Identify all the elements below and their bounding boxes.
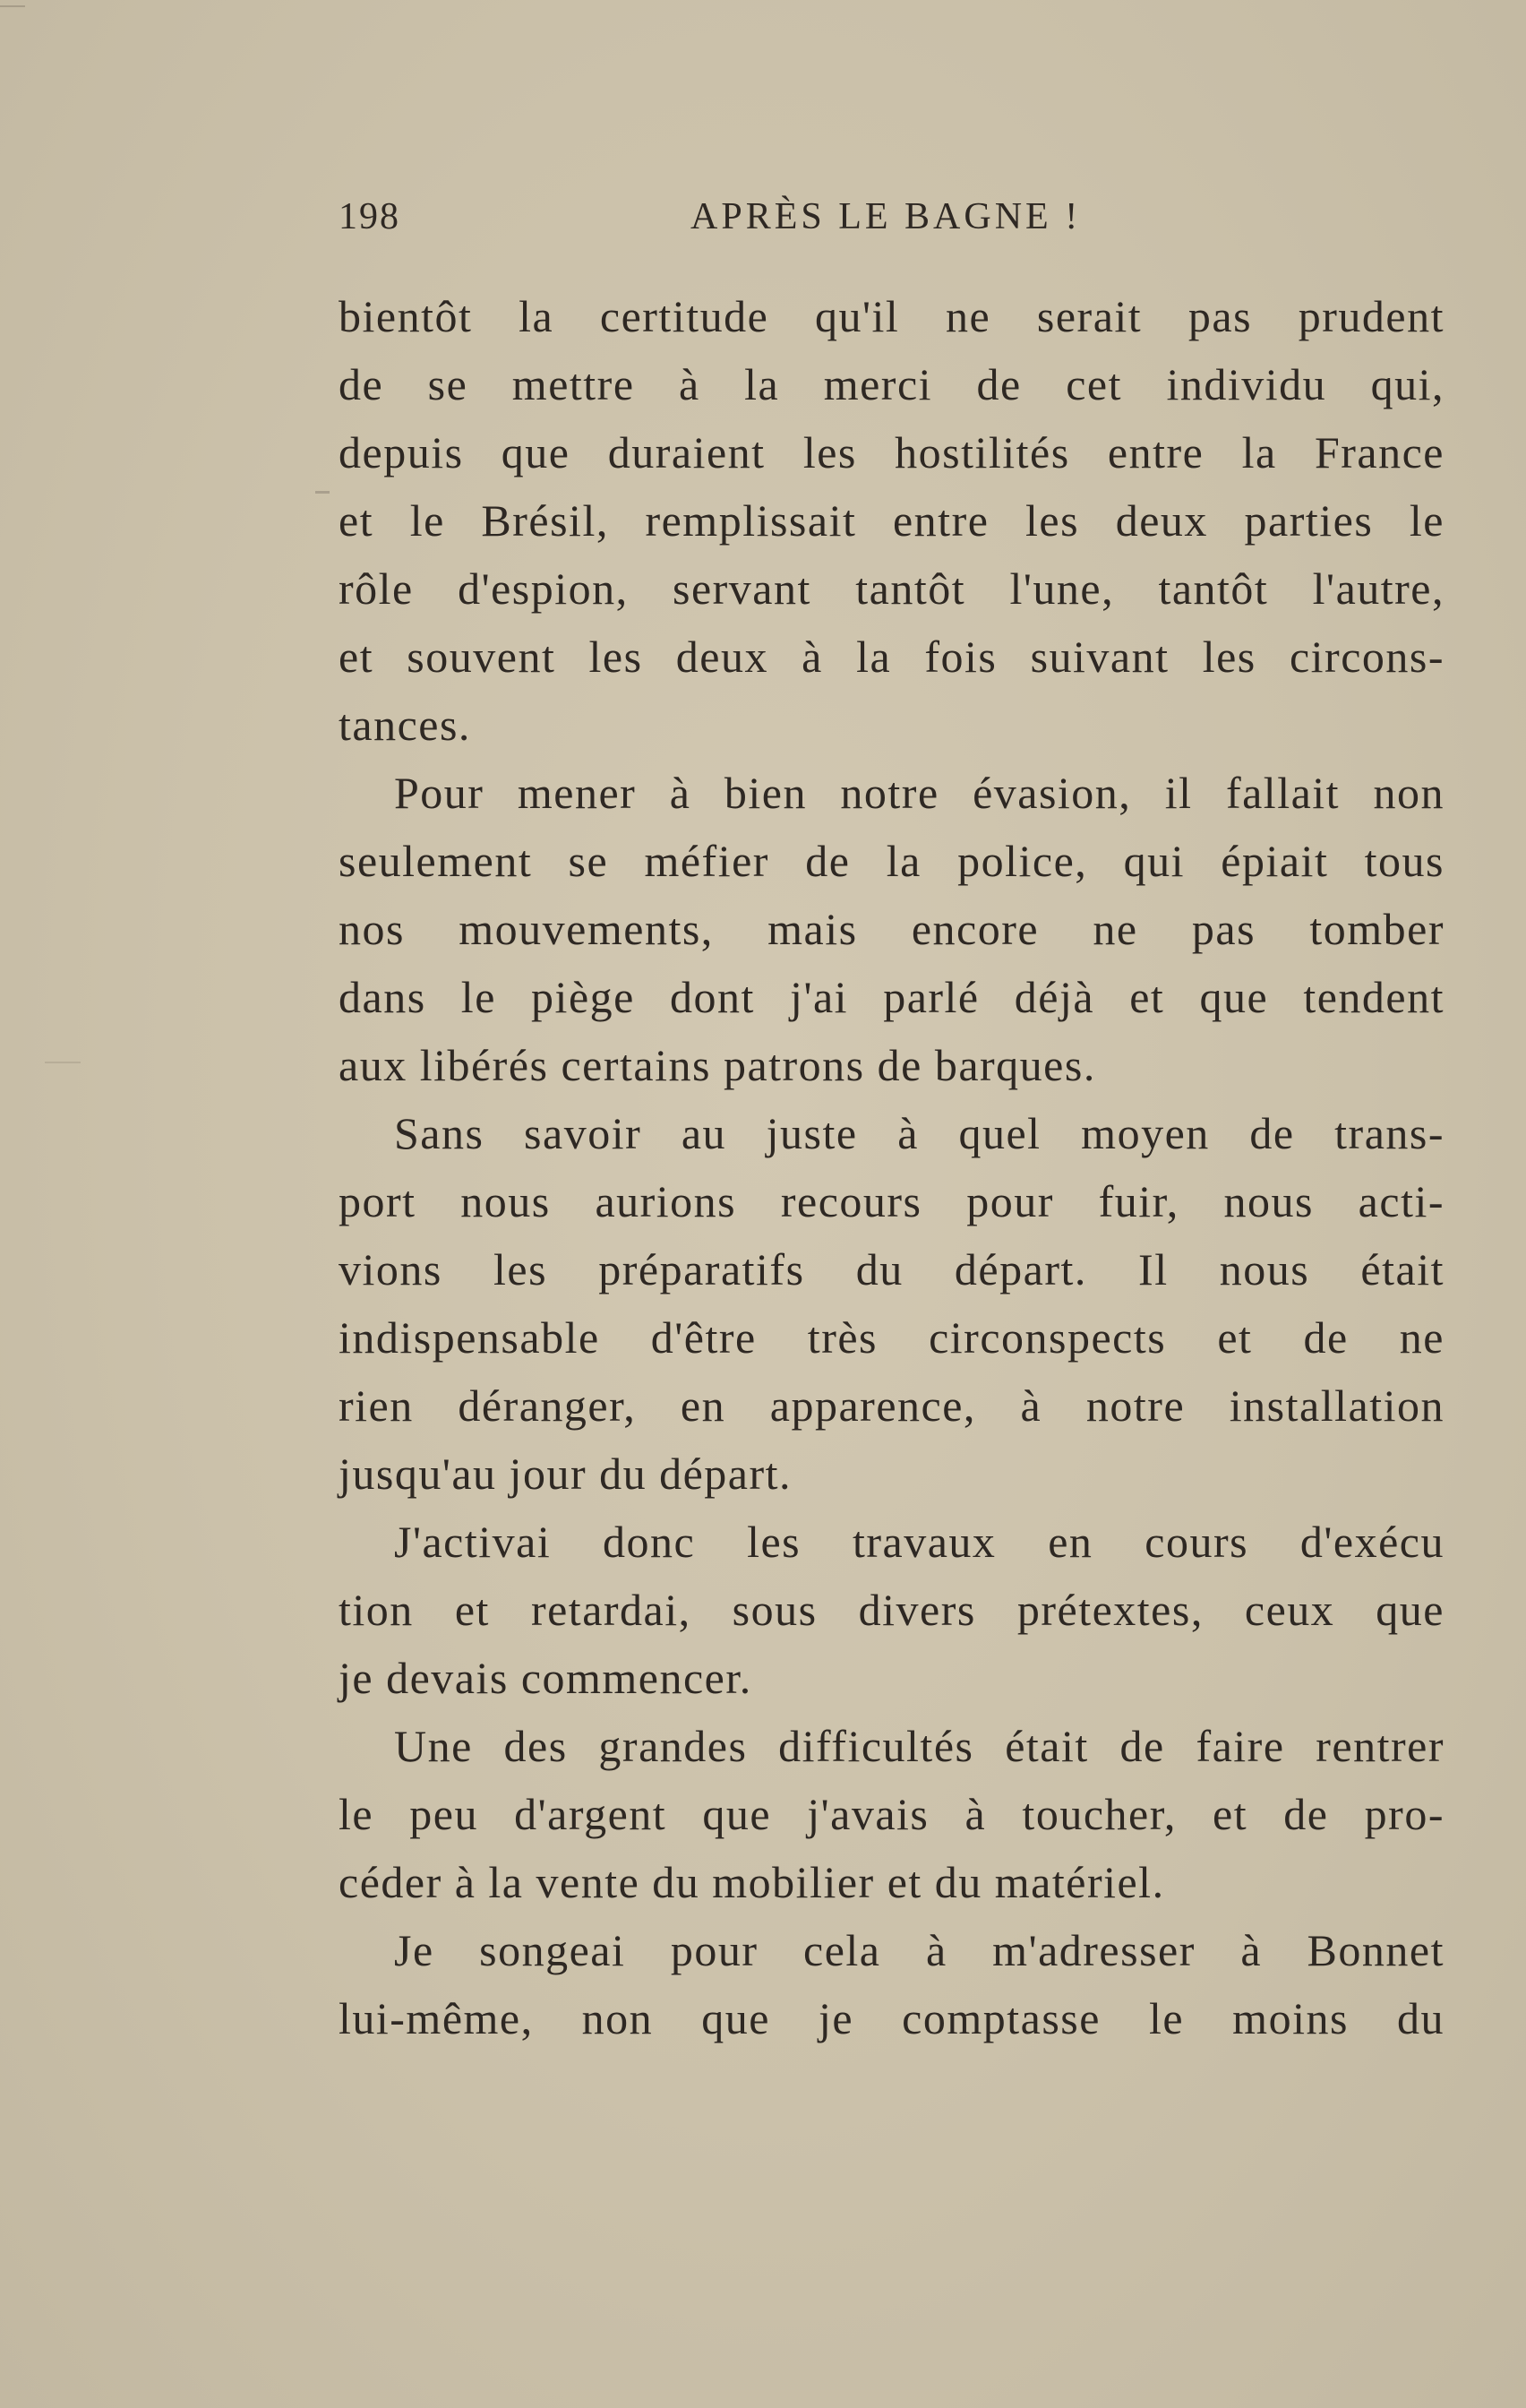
paragraph-first-line: J'activai donc les travaux en cours d'exécu xyxy=(394,1517,1445,1567)
body-text xyxy=(339,282,1445,2052)
paragraph-first-line: Sans savoir au juste à quel moyen de trans- xyxy=(394,1108,1445,1158)
text-line: nos mouvements, mais encore ne pas tomber xyxy=(339,904,1445,954)
text-line: lui-même, non que je comptasse le moins du xyxy=(339,1993,1445,2043)
text-line: de se mettre à la merci de cet individu qui, xyxy=(339,359,1445,409)
page-edge-mark xyxy=(0,5,25,7)
text-line: le peu d'argent que j'avais à toucher, et de pro- xyxy=(339,1789,1445,1839)
running-head xyxy=(339,190,1445,244)
margin-dash-mark xyxy=(315,491,330,494)
text-line: tion et retardai, sous divers prétextes, ceux que xyxy=(339,1585,1445,1635)
text-line: tances. xyxy=(339,700,471,750)
text-line: bientôt la certitude qu'il ne serait pas prudent xyxy=(339,291,1445,341)
text-line: céder à la vente du mobilier et du matériel. xyxy=(339,1857,1165,1907)
text-line: rien déranger, en apparence, à notre installation xyxy=(339,1380,1445,1431)
text-line: port nous aurions recours pour fuir, nous acti- xyxy=(339,1176,1445,1226)
paragraph-first-line: Une des grandes difficultés était de faire rentrer xyxy=(394,1721,1445,1771)
paragraph-first-line: Pour mener à bien notre évasion, il fallait non xyxy=(394,768,1445,818)
text-line: dans le piège dont j'ai parlé déjà et que tendent xyxy=(339,972,1445,1022)
page-number: 198 xyxy=(339,196,400,237)
text-line: indispensable d'être très circonspects et de ne xyxy=(339,1312,1445,1363)
text-line: seulement se méfier de la police, qui épiait tous xyxy=(339,836,1445,886)
text-line: je devais commencer. xyxy=(339,1653,752,1703)
text-line: rôle d'espion, servant tantôt l'une, tantôt l'autre, xyxy=(339,563,1445,614)
text-line: et le Brésil, remplissait entre les deux parties le xyxy=(339,495,1445,546)
paper-speck xyxy=(45,1062,81,1063)
text-line: et souvent les deux à la fois suivant les circons- xyxy=(339,632,1445,682)
running-title: APRÈS LE BAGNE ! xyxy=(690,196,1082,237)
text-line: aux libérés certains patrons de barques. xyxy=(339,1040,1096,1090)
text-line: depuis que duraient les hostilités entre la France xyxy=(339,427,1445,477)
text-line: jusqu'au jour du départ. xyxy=(339,1449,793,1499)
text-line: vions les préparatifs du départ. Il nous était xyxy=(339,1244,1445,1294)
paragraph-first-line: Je songeai pour cela à m'adresser à Bonnet xyxy=(394,1925,1445,1975)
